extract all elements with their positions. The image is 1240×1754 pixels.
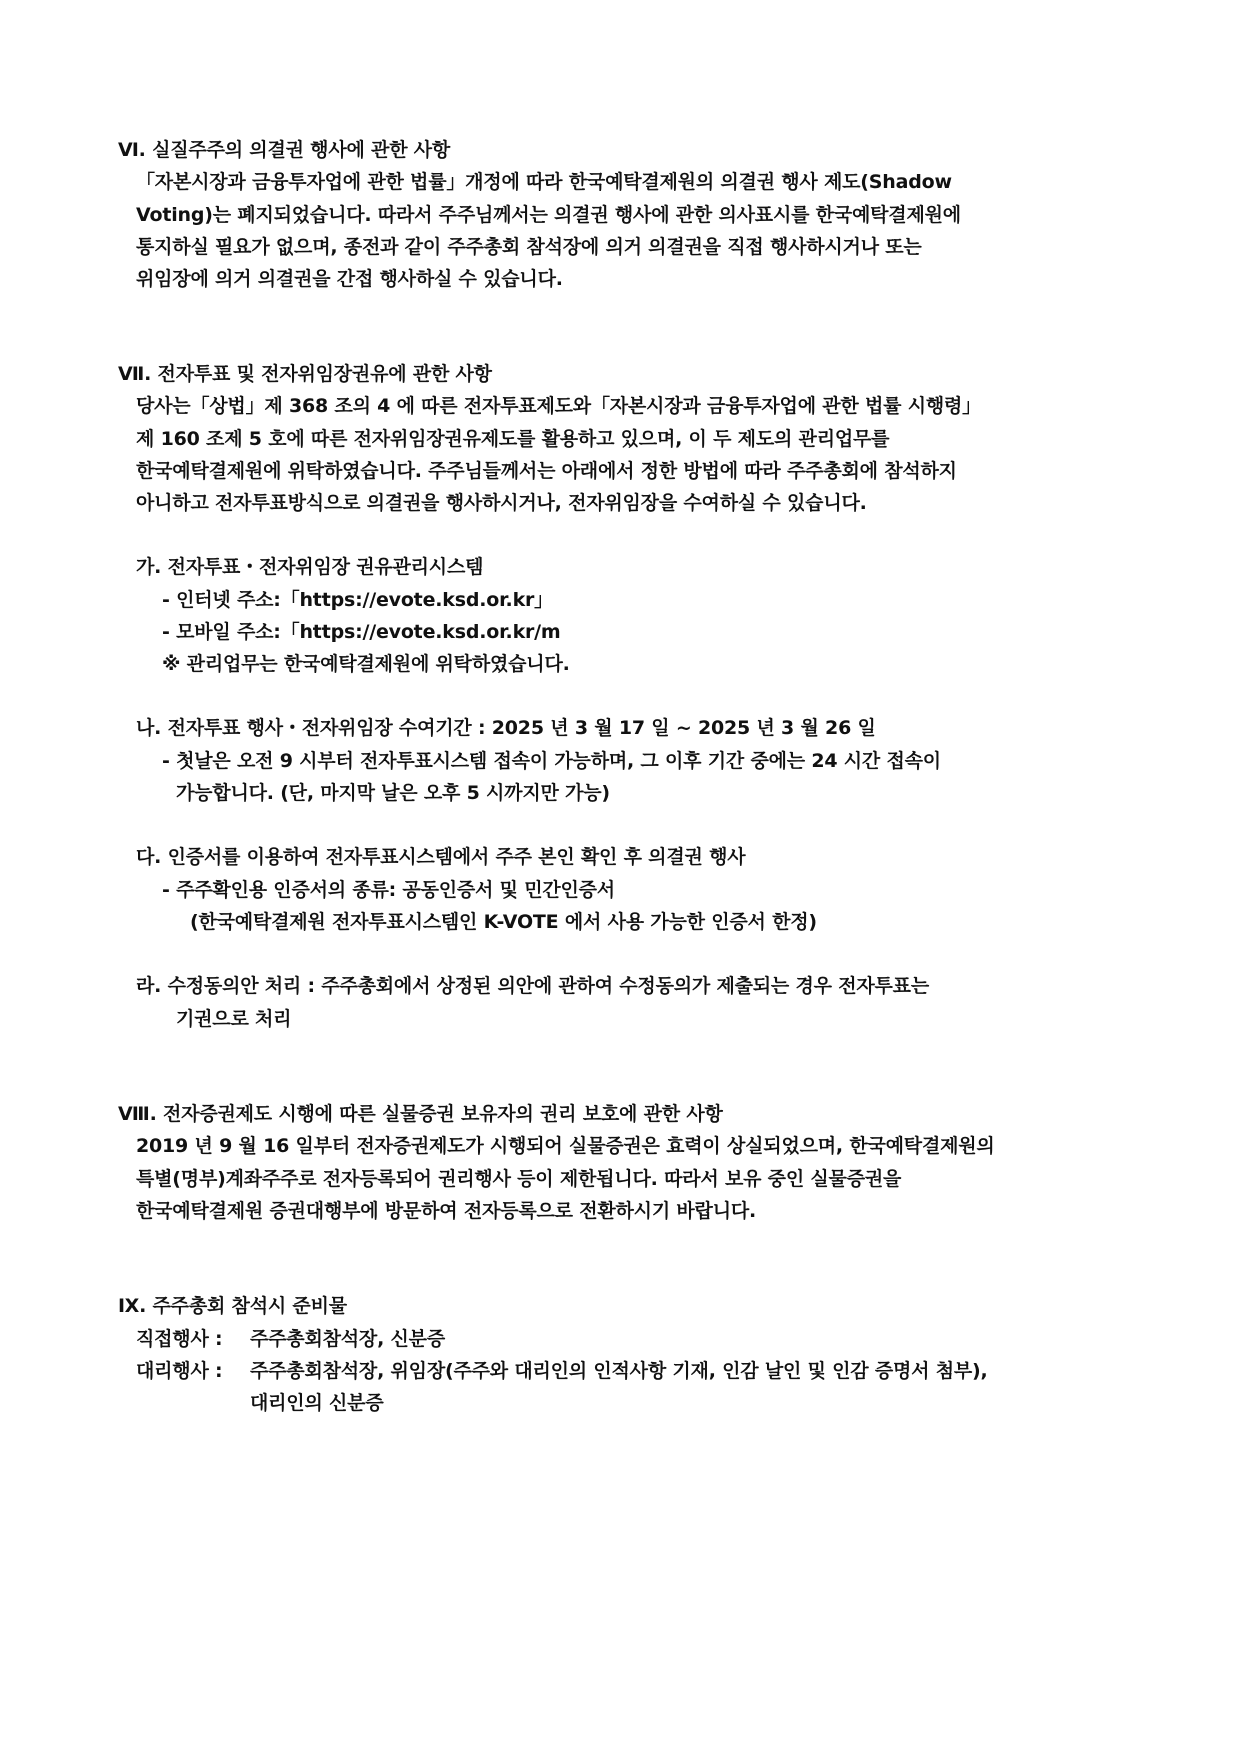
section-6-line: Voting)는 폐지되었습니다. 따라서 주주님께서는 의결권 행사에 관한 의사표시를 한국예탁결제원에 <box>136 204 961 226</box>
section-9-heading: Ⅸ. 주주총회 참석시 준비물 <box>118 1295 347 1317</box>
subsection-da-line: (한국예탁결제원 전자투표시스템인 K-VOTE 에서 사용 가능한 인증서 한정) <box>190 911 817 933</box>
subsection-ga-title: 가. 전자투표・전자위임장 권유관리시스템 <box>136 556 484 578</box>
section-8-line: 2019 년 9 월 16 일부터 전자증권제도가 시행되어 실물증권은 효력이 상실되었으며, 한국예탁결제원의 <box>136 1135 995 1157</box>
proxy-label: 대리행사 : <box>136 1360 223 1382</box>
section-7-line: 아니하고 전자투표방식으로 의결권을 행사하시거나, 전자위임장을 수여하실 수 있습니다. <box>136 492 867 514</box>
subsection-ra-line: 기권으로 처리 <box>176 1008 292 1030</box>
proxy-value-cont: 대리인의 신분증 <box>250 1392 384 1414</box>
section-8-line: 한국예탁결제원 증권대행부에 방문하여 전자등록으로 전환하시기 바랍니다. <box>136 1200 757 1222</box>
section-6-line: 「자본시장과 금융투자업에 관한 법률」개정에 따라 한국예탁결제원의 의결권 행사 제도(Shadow <box>136 171 952 193</box>
section-7-line: 한국예탁결제원에 위탁하였습니다. 주주님들께서는 아래에서 정한 방법에 따라 주주총회에 참석하지 <box>136 460 957 482</box>
subsection-na-title: 나. 전자투표 행사・전자위임장 수여기간 : 2025 년 3 월 17 일 ~ 2025 년 3 월 26 일 <box>136 717 876 739</box>
subsection-ra-title: 라. 수정동의안 처리 : 주주총회에서 상정된 의안에 관하여 수정동의가 제출되는 경우 전자투표는 <box>136 975 929 997</box>
internet-address: - 인터넷 주소:「https://evote.ksd.or.kr」 <box>162 589 553 611</box>
section-8-heading: Ⅷ. 전자증권제도 시행에 따른 실물증권 보유자의 권리 보호에 관한 사항 <box>118 1103 723 1125</box>
section-6-line: 통지하실 필요가 없으며, 종전과 같이 주주총회 참석장에 의거 의결권을 직접 행사하시거나 또는 <box>136 236 922 258</box>
direct-label: 직접행사 : <box>136 1328 223 1350</box>
mobile-address: - 모바일 주소:「https://evote.ksd.or.kr/m <box>162 621 561 643</box>
section-6-line: 위임장에 의거 의결권을 간접 행사하실 수 있습니다. <box>136 268 563 290</box>
section-7-line: 제 160 조제 5 호에 따른 전자위임장권유제도를 활용하고 있으며, 이 두 제도의 관리업무를 <box>136 428 890 450</box>
direct-value: 주주총회참석장, 신분증 <box>250 1328 445 1350</box>
proxy-value: 주주총회참석장, 위임장(주주와 대리인의 인적사항 기재, 인감 날인 및 인감 증명서 첨부), <box>250 1360 988 1382</box>
section-7-heading: Ⅶ. 전자투표 및 전자위임장권유에 관한 사항 <box>118 363 492 385</box>
subsection-da-title: 다. 인증서를 이용하여 전자투표시스템에서 주주 본인 확인 후 의결권 행사 <box>136 846 746 868</box>
subsection-da-line: - 주주확인용 인증서의 종류: 공동인증서 및 민간인증서 <box>162 879 615 901</box>
subsection-na-line: 가능합니다. (단, 마지막 날은 오후 5 시까지만 가능) <box>176 782 610 804</box>
section-7-line: 당사는「상법」제 368 조의 4 에 따른 전자투표제도와「자본시장과 금융투자업에 관한 법률 시행령」 <box>136 395 981 417</box>
section-8-line: 특별(명부)계좌주주로 전자등록되어 권리행사 등이 제한됩니다. 따라서 보유 중인 실물증권을 <box>136 1168 902 1190</box>
section-6-heading: Ⅵ. 실질주주의 의결권 행사에 관한 사항 <box>118 139 451 161</box>
subsection-na-line: - 첫날은 오전 9 시부터 전자투표시스템 접속이 가능하며, 그 이후 기간 중에는 24 시간 접속이 <box>162 750 941 772</box>
management-note: ※ 관리업무는 한국예탁결제원에 위탁하였습니다. <box>162 653 570 675</box>
